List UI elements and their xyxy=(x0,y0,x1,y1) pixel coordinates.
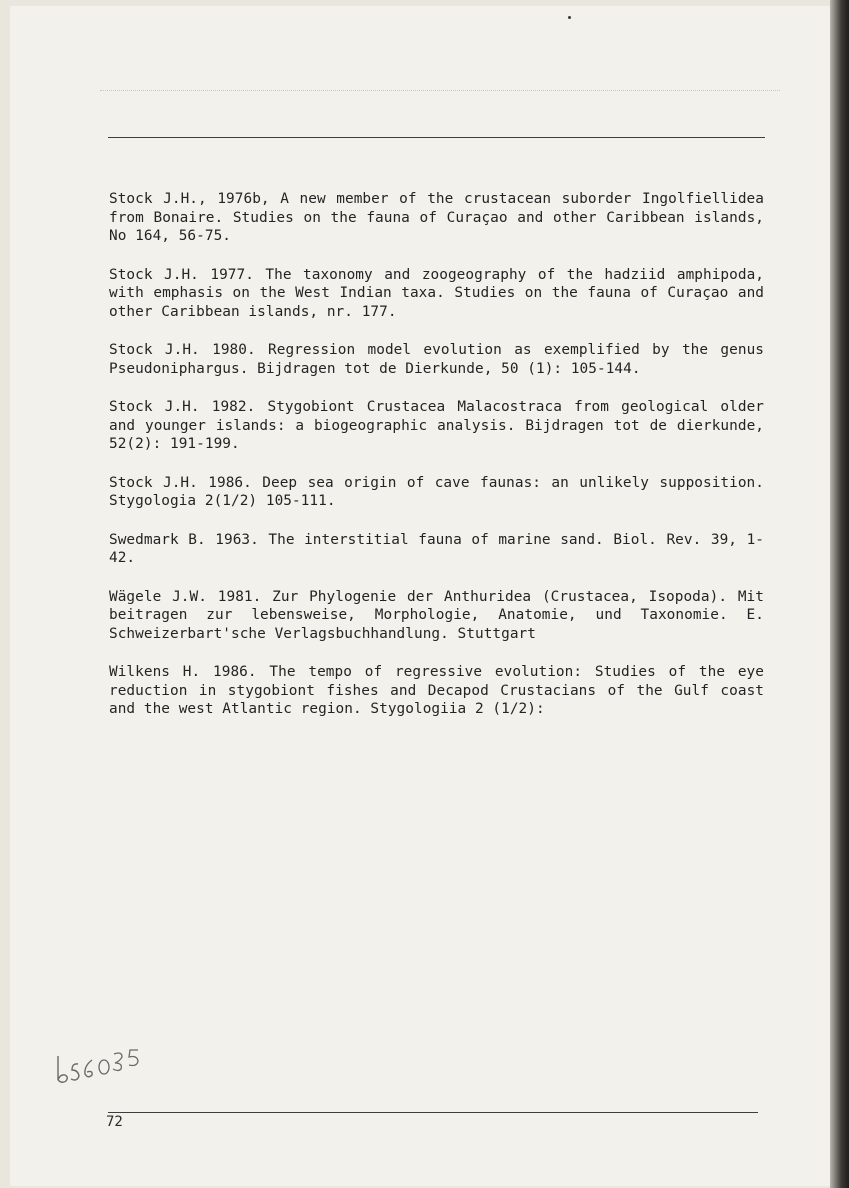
reference-list xyxy=(109,190,764,739)
pencil-annotation xyxy=(52,1046,162,1096)
bleed-through-line xyxy=(100,90,780,101)
reference-stock-1986: Stock J.H. 1986. Deep sea origin of cave faunas: an unlikely supposition. Stygologia 2(1/2) 105-111. xyxy=(109,474,764,509)
top-rule xyxy=(108,137,765,138)
book-edge xyxy=(830,0,849,1188)
page-number: 72 xyxy=(106,1114,123,1130)
bottom-rule xyxy=(108,1112,758,1113)
ink-speck xyxy=(568,16,571,19)
reference-stock-1980: Stock J.H. 1980. Regression model evolution as exemplified by the genus Pseudoniphargus. Bijdragen tot de Dierkunde, 50 (1): 105-144. xyxy=(109,342,764,377)
reference-wilkens-1986: Wilkens H. 1986. The tempo of regressive evolution: Studies of the eye reduction in stygobiont fishes and Decapod Crustacians of the Gulf coast and the west Atlantic region. Stygologiia 2 (1/2): xyxy=(109,664,764,717)
reference-stock-1977: Stock J.H. 1977. The taxonomy and zoogeography of the hadziid amphipoda, with emphasis on the West Indian taxa. Studies on the fauna of Curaçao and other Caribbean islands, nr. 177. xyxy=(109,266,764,320)
reference-stock-1976b: Stock J.H., 1976b, A new member of the crustacean suborder Ingolfiellidea from Bonaire. Studies on the fauna of Curaçao and other Caribbean islands, No 164, 56-75. xyxy=(109,191,764,244)
reference-wagele-1981: Wägele J.W. 1981. Zur Phylogenie der Anthuridea (Crustacea, Isopoda). Mit beitragen zur lebensweise, Morphologie, Anatomie, und Taxonomie. E. Schweizerbart'sche Verlagsbuchhandlung. Stuttgart xyxy=(109,588,764,642)
reference-stock-1982: Stock J.H. 1982. Stygobiont Crustacea Malacostraca from geological older and younger islands: a biogeographic analysis. Bijdragen tot de dierkunde, 52(2): 191-199. xyxy=(109,399,764,452)
reference-swedmark-1963: Swedmark B. 1963. The interstitial fauna of marine sand. Biol. Rev. 39, 1-42. xyxy=(109,531,764,566)
